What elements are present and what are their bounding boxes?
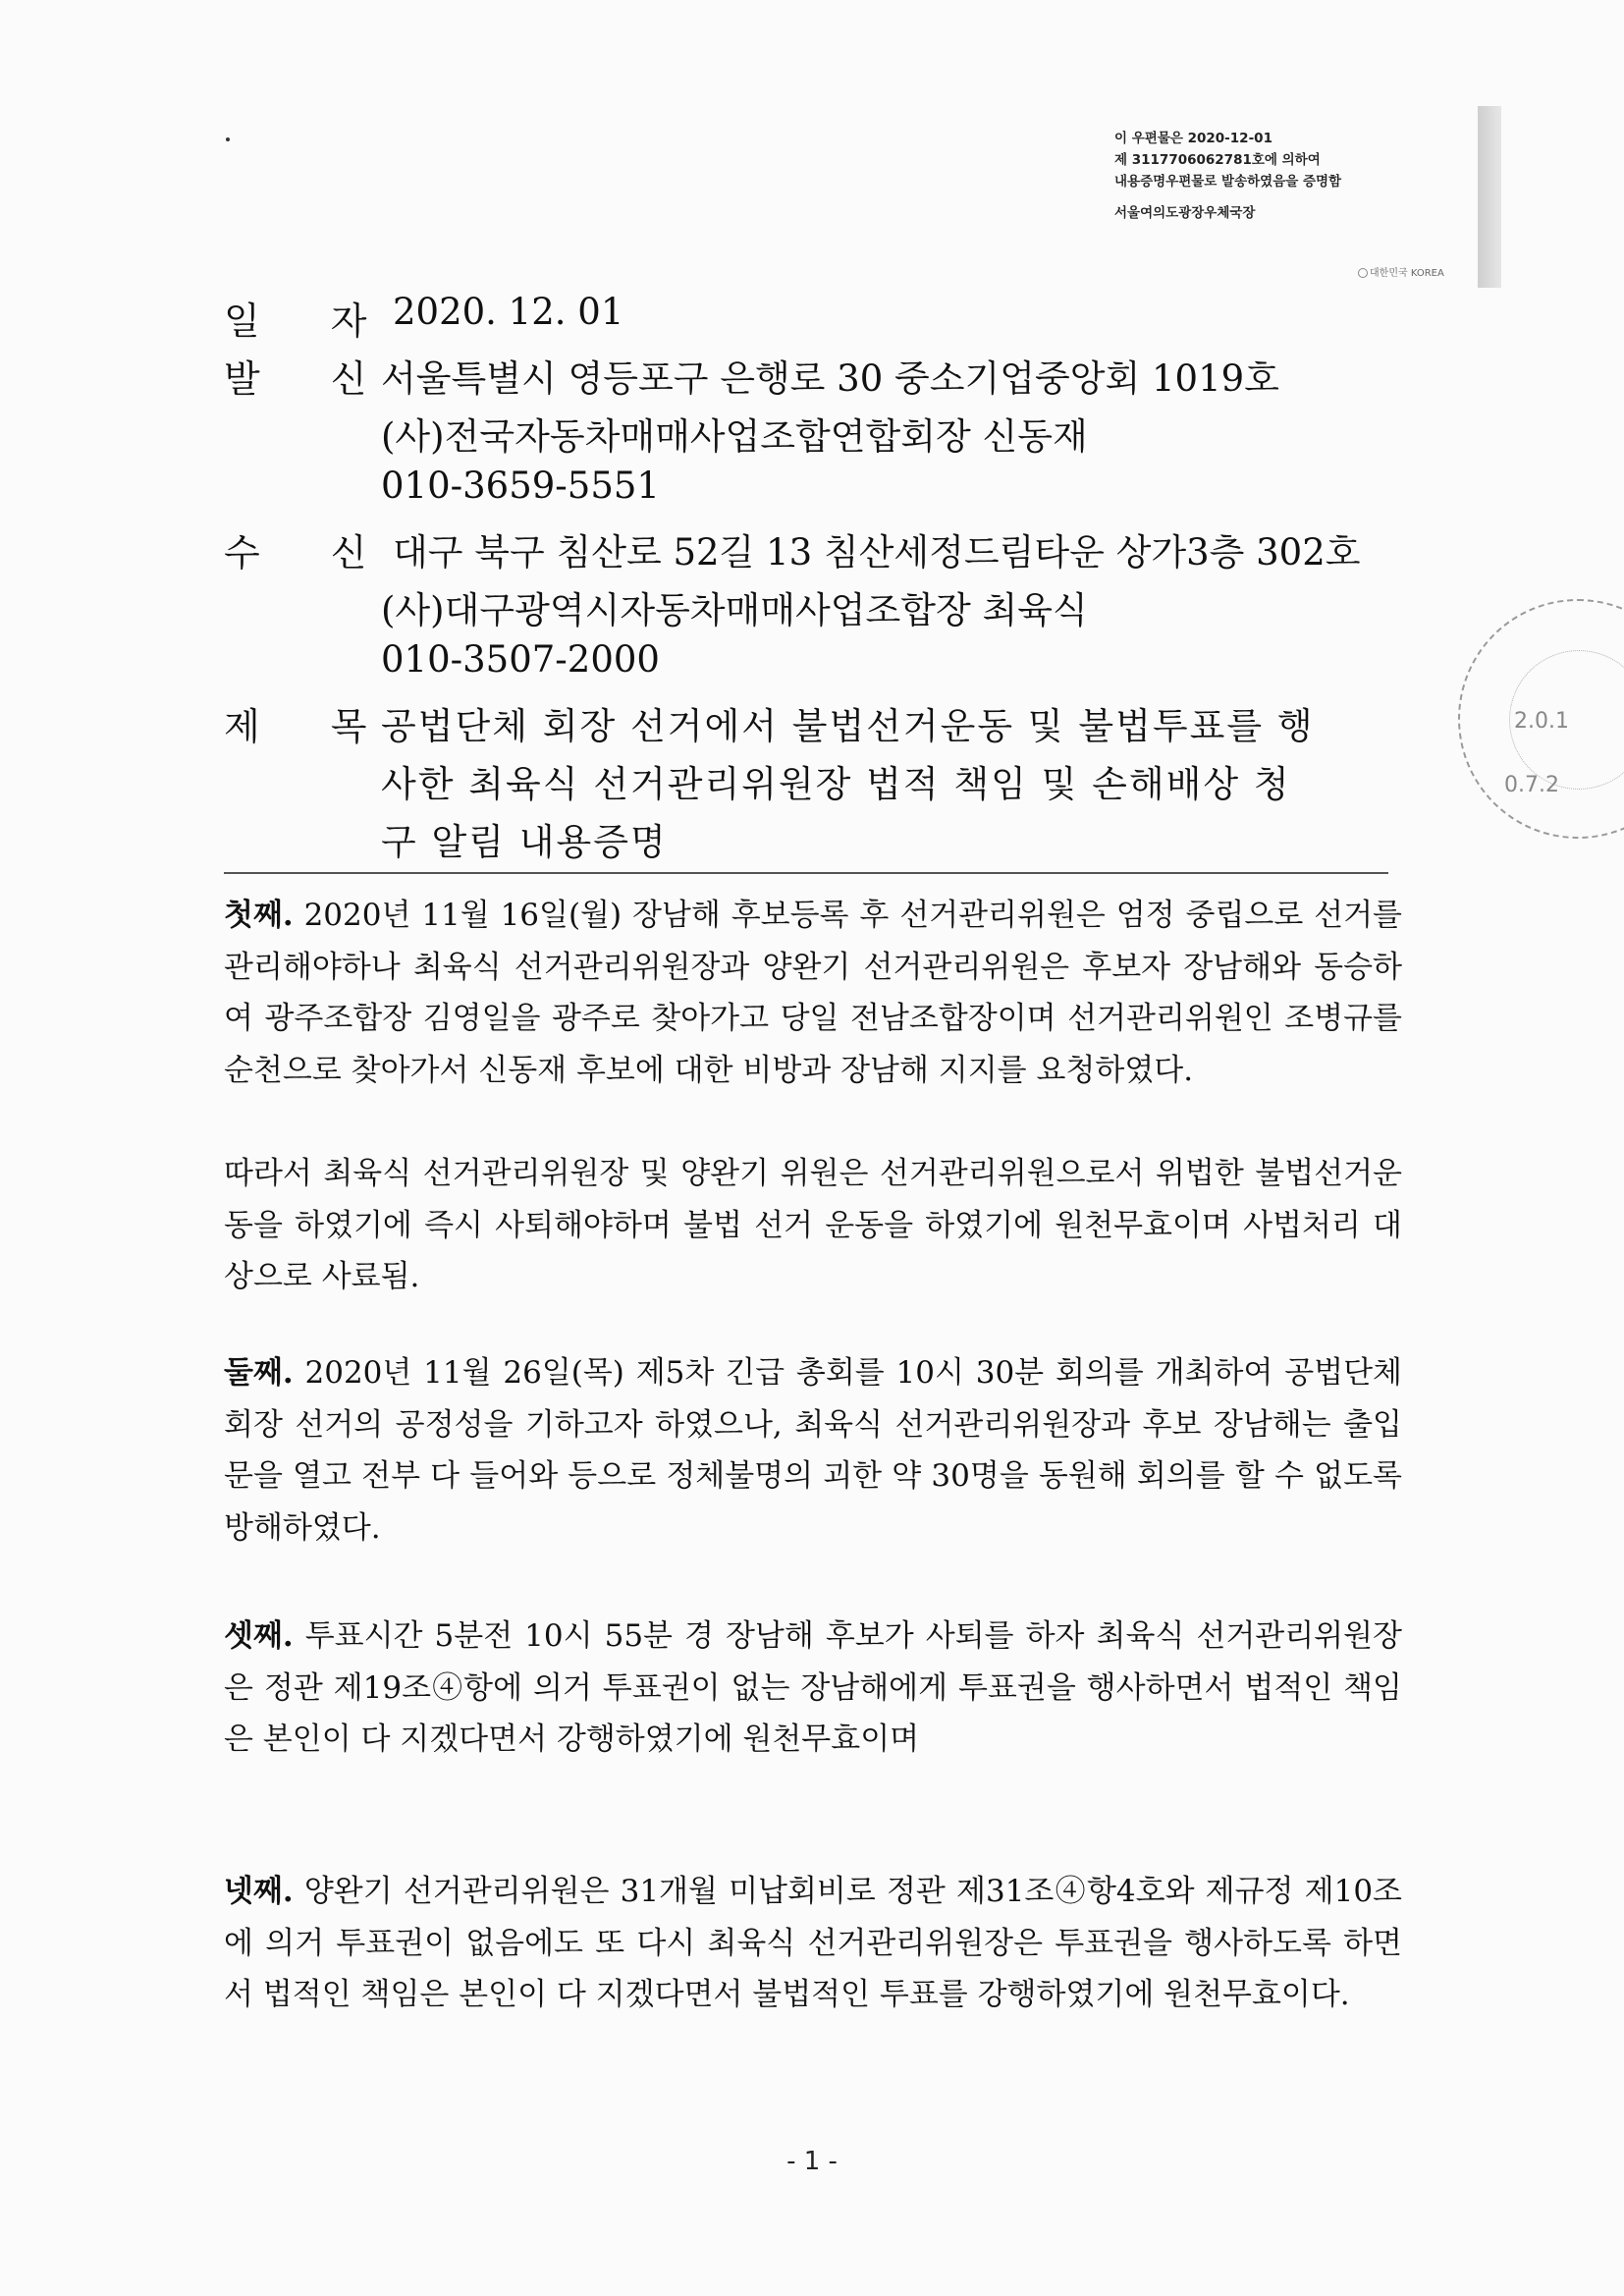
korea-mark <box>1358 263 1444 285</box>
sender-name: (사)전국자동차매매사업조합연합회장 신동재 <box>381 415 1088 458</box>
recipient-label: 수 신 <box>224 531 397 574</box>
paragraph-third-text: 투표시간 5분전 10시 55분 경 장남해 후보가 사퇴를 하자 최육식 선거관리위원장은 정관 제19조④항에 의거 투표권이 없는 장남해에게 투표권을 행사하면서 법적인 책임은 본인이 다 지겠다면서 강행하였기에 원천무효이며 <box>224 1618 1402 1757</box>
cert-line-2: 제 3117706062781호에 의하여 <box>1114 152 1321 168</box>
paragraph-first <box>224 890 1402 1096</box>
cert-line-1: 이 우편물은 2020-12-01 <box>1114 131 1272 146</box>
cert-office: 서울여의도광장우체국장 <box>1114 205 1256 221</box>
sender-label: 발 신 <box>224 357 397 401</box>
paragraph-second-text: 2020년 11월 26일(목) 제5차 긴급 총회를 10시 30분 회의를 개최하여 공법단체 회장 선거의 공정성을 기하고자 하였으나, 최육식 선거관리위원장과 후보 장남해는 출입문을 열고 전부 다 들어와 등으로 정체불명의 괴한 약 30명을 동원해 회의를 할 수 없도록 방해하였다. <box>224 1355 1402 1546</box>
postal-certification <box>1114 128 1468 279</box>
recipient-phone: 010-3507-2000 <box>381 638 660 681</box>
postmark-fragment-b: 0.7.2 <box>1504 773 1559 797</box>
subject-label: 제 목 <box>224 705 397 748</box>
subject-line-3: 구 알림 내용증명 <box>381 821 668 863</box>
stray-mark <box>226 137 230 141</box>
header-divider <box>224 872 1388 874</box>
sender-address: 서울특별시 영등포구 은행로 30 중소기업중앙회 1019호 <box>381 357 1279 400</box>
scan-edge-bar <box>1478 106 1501 288</box>
cert-line-3: 내용증명우편물로 발송하였음을 증명함 <box>1114 174 1342 190</box>
page-number: - 1 - <box>786 2147 838 2176</box>
paragraph-third <box>224 1611 1402 1766</box>
recipient-address: 대구 북구 침산로 52길 13 침산세정드림타운 상가3층 302호 <box>393 531 1361 574</box>
paragraph-fourth-text: 양완기 선거관리위원은 31개월 미납회비로 정관 제31조④항4호와 제규정 제10조에 의거 투표권이 없음에도 또 다시 최육식 선거관리위원장은 투표권을 행사하도록 하면서 법적인 책임은 본인이 다 지겠다면서 불법적인 투표를 강행하였기에 원천무효이다. <box>224 1874 1402 2012</box>
paragraph-first-lead: 첫째. <box>224 898 294 933</box>
korea-mark-text: 대한민국 KOREA <box>1370 268 1444 279</box>
postmark-stamp <box>1458 599 1624 839</box>
subject-line-1: 공법단체 회장 선거에서 불법선거운동 및 불법투표를 행 <box>381 705 1315 747</box>
subject-line-2: 사한 최육식 선거관리위원장 법적 책임 및 손해배상 청 <box>381 763 1291 805</box>
date-value: 2020. 12. 01 <box>393 291 624 333</box>
paragraph-third-lead: 셋째. <box>224 1618 294 1654</box>
korea-logo-icon <box>1358 268 1368 278</box>
sender-phone: 010-3659-5551 <box>381 465 660 507</box>
date-label: 일 자 <box>224 300 397 343</box>
paragraph-first-text: 2020년 11월 16일(월) 장남해 후보등록 후 선거관리위원은 엄정 중립으로 선거를 관리해야하나 최육식 선거관리위원장과 양완기 선거관리위원은 후보자 장남해와 동승하여 광주조합장 김영일을 광주로 찾아가고 당일 전남조합장이며 선거관리위원인 조병규를 순천으로 찾아가서 신동재 후보에 대한 비방과 장남해 지지를 요청하였다. <box>224 898 1402 1088</box>
recipient-name: (사)대구광역시자동차매매사업조합장 최육식 <box>381 589 1088 631</box>
paragraph-second <box>224 1347 1402 1554</box>
paragraph-fourth-lead: 넷째. <box>224 1874 294 1909</box>
paragraph-second-lead: 둘째. <box>224 1355 294 1391</box>
paragraph-first-continued <box>224 1148 1402 1303</box>
postmark-fragment-a: 2.0.1 <box>1514 709 1569 734</box>
paragraph-first-continued-text: 따라서 최육식 선거관리위원장 및 양완기 위원은 선거관리위원으로서 위법한 불법선거운동을 하였기에 즉시 사퇴해야하며 불법 선거 운동을 하였기에 원천무효이며 사법처리 대상으로 사료됨. <box>224 1156 1402 1294</box>
paragraph-fourth <box>224 1866 1402 2021</box>
